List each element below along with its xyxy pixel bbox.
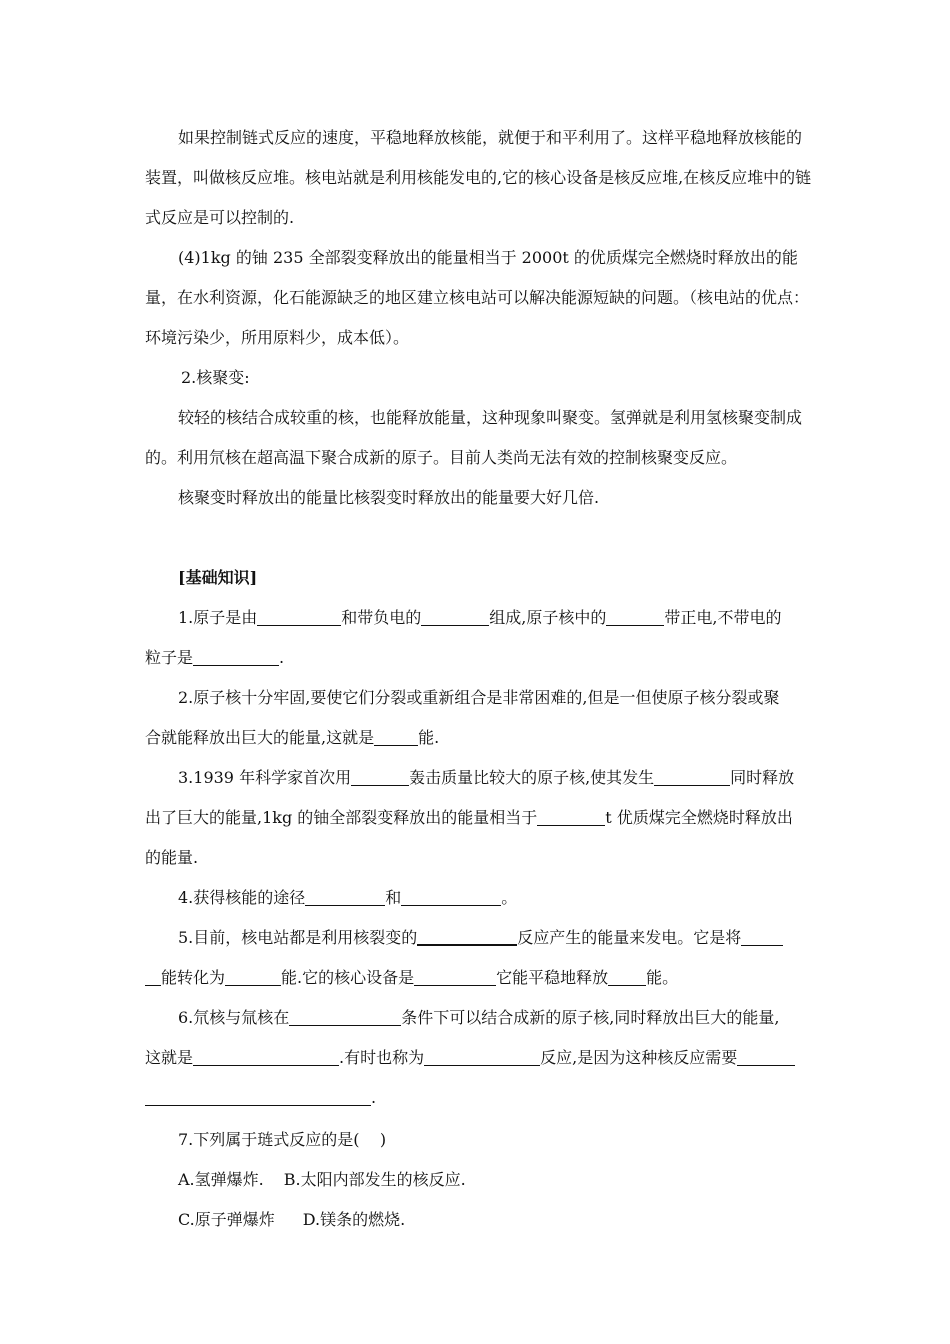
q5-text-b: 反应产生的能量来发电。它是将 (517, 928, 742, 947)
q5-blank-1[interactable] (417, 927, 517, 946)
reactor-paragraph: 如果控制链式反应的速度，平稳地释放核能，就便于和平利用了。这样平稳地释放核能的装置，叫做核反应堆。核电站就是利用核能发电的,它的核心设备是核反应堆,在核反应堆中的链式反应是可以控制的. (145, 128, 812, 227)
q6-blank-4b[interactable] (145, 1088, 371, 1106)
q5-text-e: 它能平稳地释放 (496, 968, 609, 987)
q4-text-c: 。 (501, 888, 518, 907)
q1-text-e: 粒子是 (145, 648, 194, 667)
q4-blank-2[interactable] (401, 888, 501, 906)
q3-text-a: 3.1939 年科学家首次用 (178, 768, 352, 787)
q3-text-c: 同时释放 (730, 768, 795, 787)
q3-blank-2[interactable] (654, 768, 730, 786)
q3-text-d: 出了巨大的能量,1kg 的铀全部裂变释放出的能量相当于 (145, 808, 538, 827)
q1-blank-2[interactable] (421, 608, 489, 626)
q1-text-c: 组成,原子核中的 (489, 608, 607, 627)
q5-text-a: 5.目前，核电站都是利用核裂变的 (178, 928, 418, 947)
q6-text-b: 条件下可以结合成新的原子核,同时释放出巨大的能量, (401, 1008, 780, 1027)
q5-text-c: 能转化为 (161, 968, 226, 987)
q6-blank-2[interactable] (193, 1048, 339, 1066)
q6-blank-4a[interactable] (737, 1048, 795, 1066)
q1-text-f: . (279, 648, 285, 667)
q6-text-c: 这就是 (145, 1048, 194, 1067)
q4-text-a: 4.获得核能的途径 (178, 888, 306, 907)
q3-text-f: 的能量. (145, 848, 199, 867)
q4-blank-1[interactable] (305, 888, 385, 906)
q1-blank-1[interactable] (257, 608, 341, 626)
q5-blank-2a[interactable] (741, 928, 783, 946)
q2-text-c: 能. (418, 728, 440, 747)
q5-blank-5[interactable] (608, 968, 646, 986)
question-6 (145, 998, 815, 1118)
uranium-energy-paragraph: (4)1kg 的铀 235 全部裂变释放出的能量相当于 2000t 的优质煤完全燃烧时释放出的能量，在水利资源，化石能源缺乏的地区建立核电站可以解决能源短缺的问题。（核电站的优点：环境污染少，所用原料少，成本低）。 (145, 248, 810, 347)
question-3 (145, 758, 815, 878)
fusion-section-title: 2.核聚变: (181, 368, 250, 387)
q1-blank-4[interactable] (193, 648, 279, 666)
q3-blank-3[interactable] (537, 808, 605, 826)
q7-option-a[interactable]: A.氢弹爆炸. (178, 1170, 264, 1189)
question-1 (145, 598, 815, 678)
q1-text-a: 1.原子是由 (178, 608, 258, 627)
q6-text-a: 6.氘核与氚核在 (178, 1008, 290, 1027)
question-7 (145, 1120, 815, 1240)
q6-text-f: . (371, 1088, 377, 1107)
q4-text-b: 和 (385, 888, 402, 907)
q7-option-b[interactable]: B.太阳内部发生的核反应. (283, 1170, 466, 1189)
q2-blank-1[interactable] (374, 728, 418, 746)
fusion-energy-paragraph: 核聚变时释放出的能量比核裂变时释放出的能量要大好几倍. (178, 488, 600, 507)
q1-blank-3[interactable] (606, 608, 664, 626)
q7-option-c[interactable]: C.原子弹爆炸 (178, 1210, 275, 1229)
q5-blank-3[interactable] (225, 968, 281, 986)
q3-blank-1[interactable] (351, 768, 409, 786)
document-content (145, 118, 815, 1240)
q1-text-d: 带正电,不带电的 (664, 608, 782, 627)
q7-stem: 7.下列属于琏式反应的是( ) (178, 1130, 387, 1149)
question-5 (145, 918, 815, 998)
q2-text-b: 合就能释放出巨大的能量,这就是 (145, 728, 375, 747)
q1-text-b: 和带负电的 (341, 608, 422, 627)
q3-text-b: 轰击质量比较大的原子核,使其发生 (409, 768, 655, 787)
q6-blank-1[interactable] (289, 1008, 401, 1026)
q5-text-d: 能.它的核心设备是 (281, 968, 415, 987)
q5-text-f: 能。 (646, 968, 679, 987)
question-2 (145, 678, 815, 758)
q6-text-e: 反应,是因为这种核反应需要 (540, 1048, 738, 1067)
q2-text-a: 2.原子核十分牢固,要使它们分裂或重新组合是非常困难的,但是一但使原子核分裂或聚 (178, 688, 780, 707)
q7-option-d[interactable]: D.镁条的燃烧. (302, 1210, 406, 1229)
q6-text-d: .有时也称为 (339, 1048, 425, 1067)
q6-blank-3[interactable] (424, 1048, 540, 1066)
fusion-paragraph: 较轻的核结合成较重的核，也能释放能量，这种现象叫聚变。氢弹就是利用氢核聚变制成的。利用氘核在超高温下聚合成新的原子。目前人类尚无法有效的控制核聚变反应。 (145, 408, 803, 467)
q3-text-e: t 优质煤完全燃烧时释放出 (605, 808, 793, 827)
question-4 (145, 878, 815, 918)
q5-blank-4[interactable] (414, 968, 496, 986)
q5-blank-2b[interactable] (145, 968, 161, 986)
basics-heading: [基础知识] (178, 568, 258, 587)
